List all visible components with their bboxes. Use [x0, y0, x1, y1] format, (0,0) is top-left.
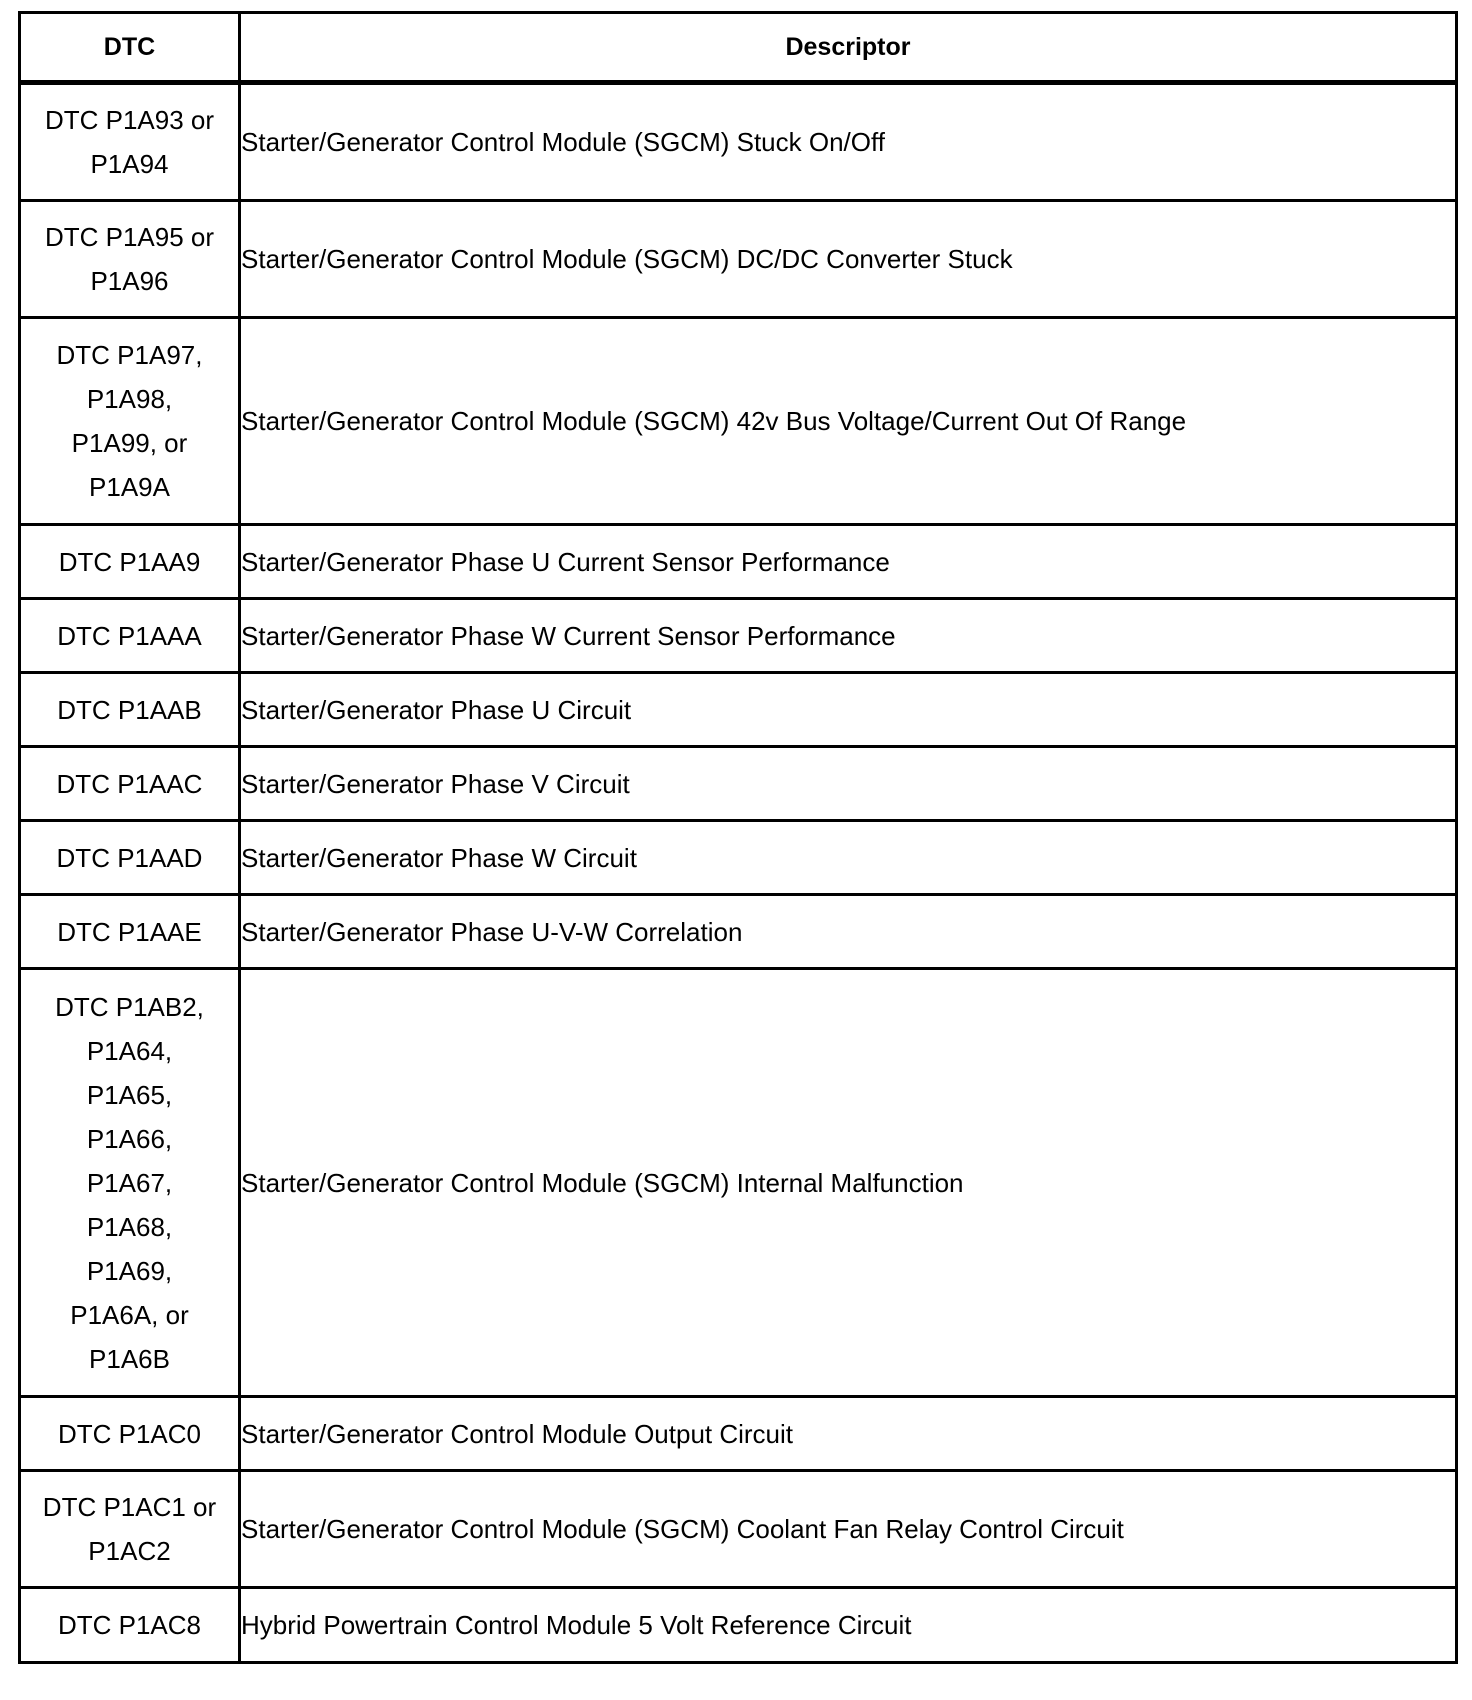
dtc-cell [20, 201, 240, 318]
table-row [20, 201, 1457, 318]
dtc-code: DTC P1AAB [57, 694, 202, 725]
dtc-code: DTC P1AAD [56, 842, 203, 873]
dtc-code: P1A96 [90, 266, 169, 296]
table-body [20, 83, 1457, 1663]
table-row [20, 525, 1457, 599]
dtc-table [18, 11, 1458, 1664]
dtc-code: P1A68, [86, 1211, 173, 1242]
dtc-cell [20, 895, 240, 969]
table-row [20, 599, 1457, 673]
table-row [20, 747, 1457, 821]
dtc-cell [20, 83, 240, 201]
dtc-code: P1A64, [86, 1035, 173, 1066]
descriptor-cell: Starter/Generator Phase U Circuit [240, 673, 1457, 747]
dtc-code: P1A9A [89, 472, 170, 502]
dtc-code: DTC P1AC8 [57, 1610, 202, 1640]
dtc-cell [20, 747, 240, 821]
header-row [20, 13, 1457, 83]
dtc-code: P1A66, [86, 1123, 173, 1154]
header-dtc: DTC [20, 13, 240, 83]
dtc-cell [20, 1588, 240, 1663]
dtc-code: DTC P1AAE [57, 916, 202, 947]
dtc-code: P1A94 [90, 149, 169, 179]
descriptor-cell: Starter/Generator Phase U-V-W Correlation [240, 895, 1457, 969]
dtc-cell [20, 318, 240, 525]
table-row [20, 318, 1457, 525]
dtc-code: DTC P1AA9 [58, 546, 201, 577]
descriptor-cell: Starter/Generator Control Module Output Circuit [240, 1397, 1457, 1471]
dtc-code: DTC P1AC0 [57, 1418, 202, 1449]
dtc-code: DTC P1A93 or [44, 105, 215, 135]
descriptor-cell: Starter/Generator Control Module (SGCM) Coolant Fan Relay Control Circuit [240, 1471, 1457, 1588]
descriptor-cell: Starter/Generator Phase W Circuit [240, 821, 1457, 895]
table-row [20, 1471, 1457, 1588]
dtc-cell [20, 969, 240, 1397]
descriptor-cell: Starter/Generator Control Module (SGCM) DC/DC Converter Stuck [240, 201, 1457, 318]
dtc-code: P1A6A, or [70, 1299, 189, 1330]
dtc-code: DTC P1AAA [57, 620, 202, 651]
dtc-code: P1A99, or [71, 428, 188, 458]
dtc-cell [20, 599, 240, 673]
table-row [20, 83, 1457, 201]
table-header [20, 13, 1457, 83]
dtc-cell [20, 673, 240, 747]
descriptor-cell: Starter/Generator Phase V Circuit [240, 747, 1457, 821]
dtc-cell [20, 1471, 240, 1588]
descriptor-cell: Starter/Generator Control Module (SGCM) Stuck On/Off [240, 83, 1457, 201]
descriptor-cell: Starter/Generator Phase W Current Sensor Performance [240, 599, 1457, 673]
table-row [20, 1397, 1457, 1471]
descriptor-cell: Starter/Generator Control Module (SGCM) Internal Malfunction [240, 969, 1457, 1397]
dtc-code: P1A67, [86, 1167, 173, 1198]
dtc-cell [20, 525, 240, 599]
dtc-code: DTC P1AAC [56, 768, 203, 799]
dtc-code: P1AC2 [88, 1536, 171, 1566]
table-row [20, 969, 1457, 1397]
table-row [20, 673, 1457, 747]
descriptor-cell: Hybrid Powertrain Control Module 5 Volt Reference Circuit [240, 1588, 1457, 1663]
dtc-code: DTC P1A95 or [44, 222, 215, 252]
dtc-code: DTC P1AC1 or [42, 1492, 217, 1522]
table-row [20, 821, 1457, 895]
dtc-code: P1A6B [89, 1343, 170, 1374]
descriptor-cell: Starter/Generator Phase U Current Sensor Performance [240, 525, 1457, 599]
dtc-code: P1A98, [86, 384, 173, 414]
dtc-code: DTC P1A97, [56, 340, 203, 370]
dtc-cell [20, 1397, 240, 1471]
dtc-code: DTC P1AB2, [55, 991, 204, 1022]
header-descriptor: Descriptor [240, 13, 1457, 83]
descriptor-cell: Starter/Generator Control Module (SGCM) 42v Bus Voltage/Current Out Of Range [240, 318, 1457, 525]
dtc-cell [20, 821, 240, 895]
dtc-code: P1A69, [86, 1255, 173, 1286]
table-row [20, 895, 1457, 969]
dtc-code: P1A65, [86, 1079, 173, 1110]
table-row [20, 1588, 1457, 1663]
